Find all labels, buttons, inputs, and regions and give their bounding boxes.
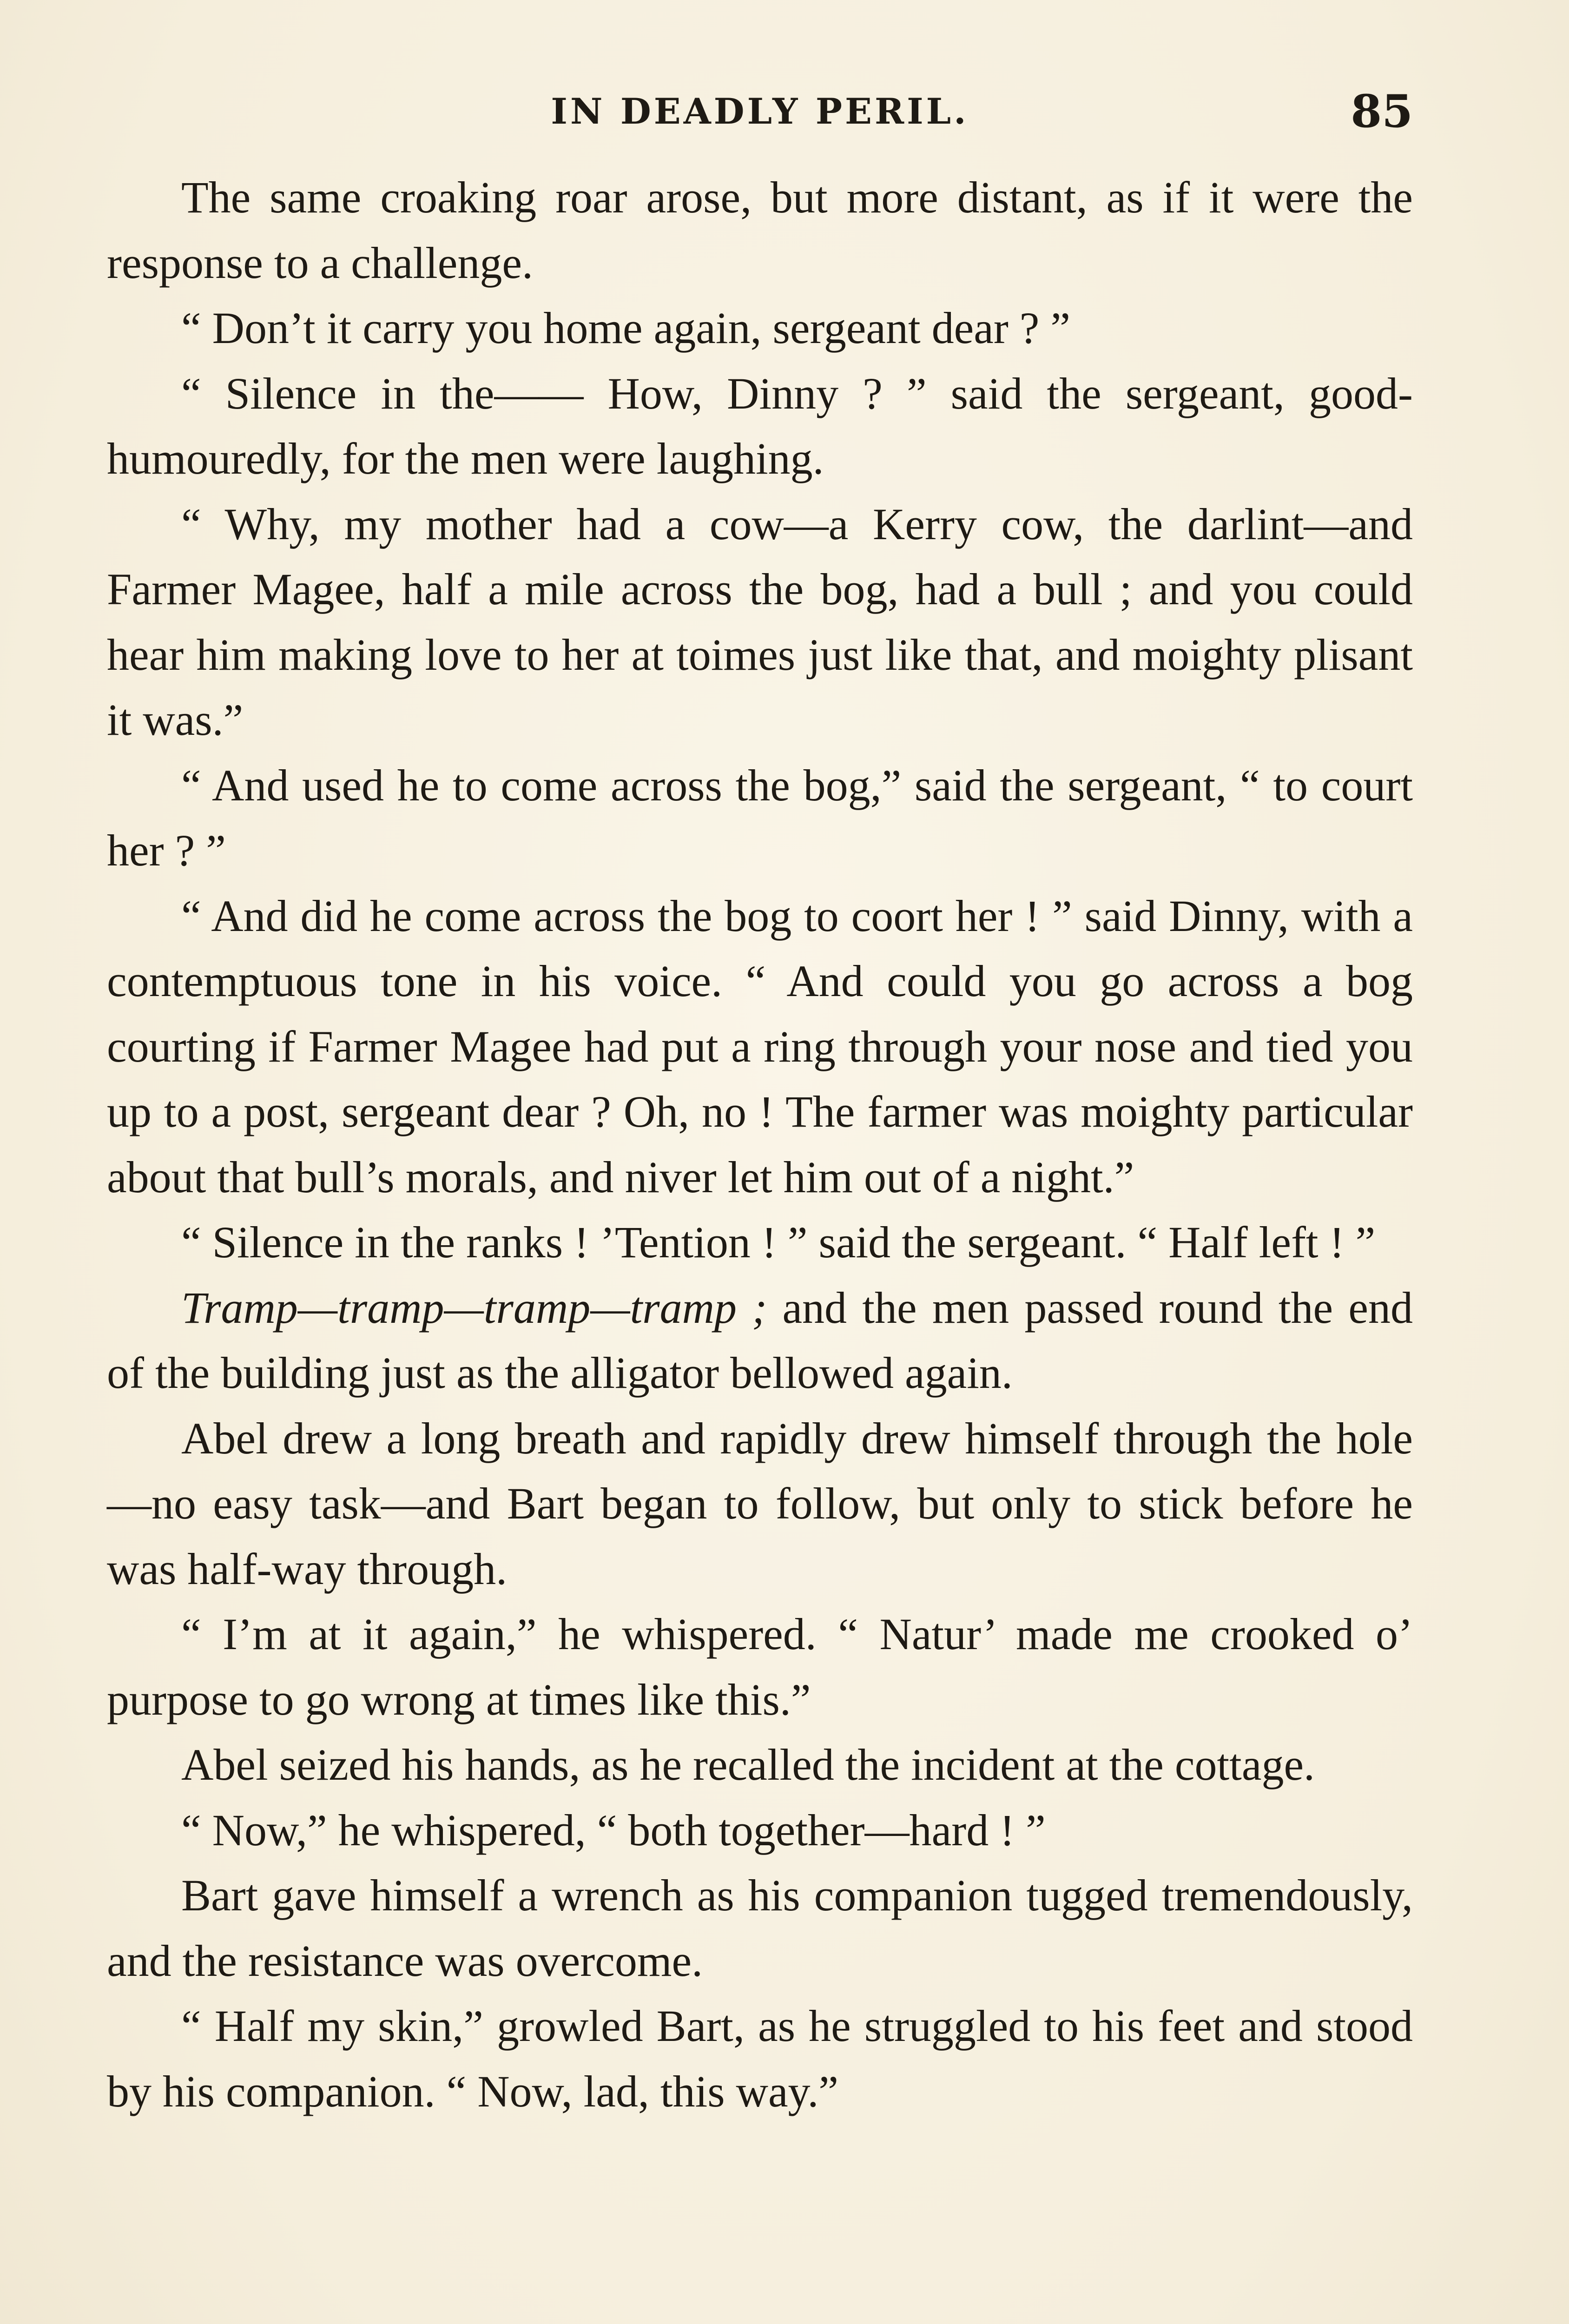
paragraph: “ I’m at it again,” he whispered. “ Natur’ made me crooked o’ purpose to go wrong at times like this.” — [107, 1609, 1413, 1724]
paragraph: “ Silence in the ranks ! ’Tention ! ” said the sergeant. “ Half left ! ” — [181, 1217, 1376, 1267]
paragraph: Bart gave himself a wrench as his companion tugged tremendously, and the resistance was overcome. — [107, 1870, 1413, 1986]
italic-lead: Tramp—tramp—tramp—tramp ; — [181, 1282, 767, 1333]
paragraph: “ And did he come across the bog to coort her ! ” said Dinny, with a contemptuous tone in his voice. “ And could you go across a bog courting if Farmer Magee had put a ring through your nose and tied you up to a post, sergeant dear ? Oh, no ! The farmer was moighty particular about that bull’s morals, and niver let him out of a night.” — [107, 891, 1413, 1202]
page-number: 85 — [1351, 85, 1413, 138]
body-text — [107, 165, 1413, 2124]
running-head: IN DEADLY PERIL. — [551, 91, 969, 132]
paragraph: “ And used he to come across the bog,” said the sergeant, “ to court her ? ” — [107, 760, 1413, 875]
paragraph: “ Half my skin,” growled Bart, as he struggled to his feet and stood by his companion. “ Now, lad, this way.” — [107, 2001, 1413, 2116]
paragraph: “ Now,” he whispered, “ both together—hard ! ” — [181, 1805, 1046, 1855]
page-header — [107, 84, 1413, 139]
paragraph-tramp — [107, 1275, 1413, 1406]
paragraph: Abel drew a long breath and rapidly drew himself through the hole—no easy task—and Bart began to follow, but only to stick before he was half-way through. — [107, 1413, 1413, 1594]
paragraph: The same croaking roar arose, but more distant, as if it were the response to a challenge. — [107, 172, 1413, 288]
paragraph: “ Why, my mother had a cow—a Kerry cow, the darlint—and Farmer Magee, half a mile across the bog, had a bull ; and you could hear him making love to her at toimes just like that, and moighty plisant it was.” — [107, 499, 1413, 745]
paragraph-remainder: and the men passed round the end of the building just as the alligator bellowed again. — [107, 1282, 1413, 1398]
paragraph: “ Silence in the—— How, Dinny ? ” said the sergeant, good-humouredly, for the men were laughing. — [107, 368, 1413, 483]
paragraph: Abel seized his hands, as he recalled the incident at the cottage. — [181, 1740, 1315, 1789]
paragraph: “ Don’t it carry you home again, sergeant dear ? ” — [181, 303, 1071, 353]
